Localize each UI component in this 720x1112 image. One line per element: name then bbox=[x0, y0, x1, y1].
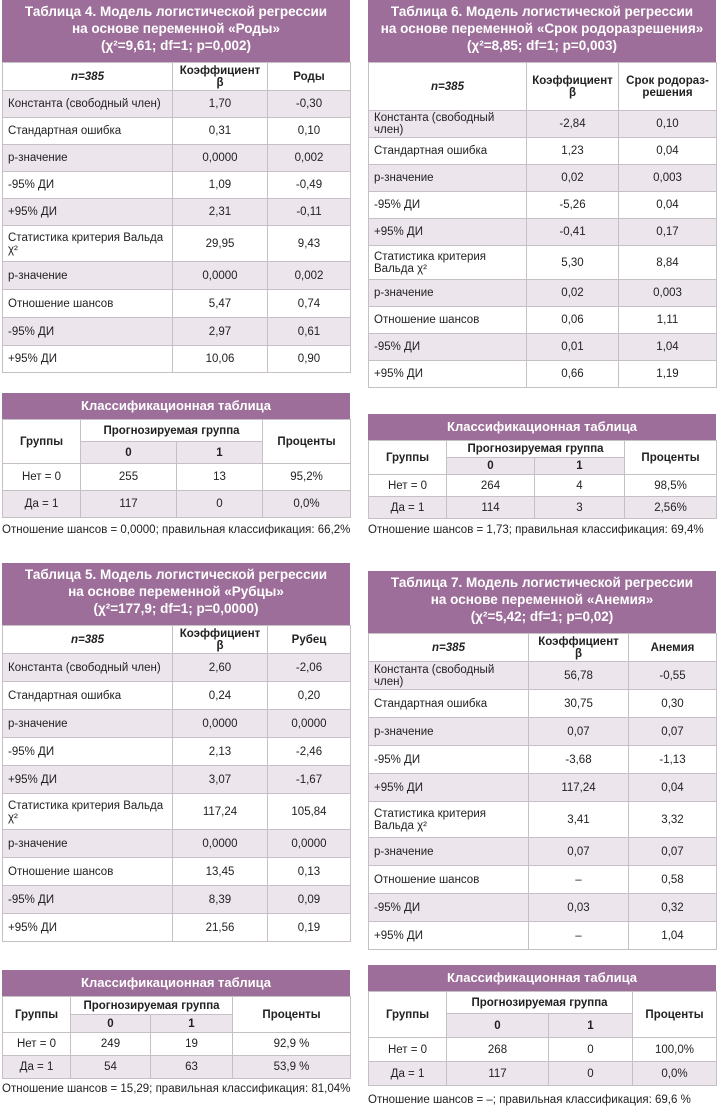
cell-coef: 0,06 bbox=[527, 307, 619, 334]
cell-percent: 0,0% bbox=[263, 491, 351, 518]
row-label: -95% ДИ bbox=[369, 334, 527, 361]
row-label: Отношение шансов bbox=[369, 866, 529, 894]
cell: 63 bbox=[151, 1056, 233, 1079]
classification-note: Отношение шансов = –; правильная классификация: 69,6 % bbox=[368, 1094, 691, 1106]
cell-var: 0,32 bbox=[629, 894, 717, 922]
row-label: Стандартная ошибка bbox=[3, 682, 173, 710]
cell: 117 bbox=[447, 1062, 549, 1086]
cell-var: 0,0000 bbox=[268, 830, 351, 858]
cell-coef: 0,07 bbox=[529, 838, 629, 866]
cell-var: 0,04 bbox=[629, 774, 717, 802]
title-line: на основе переменной «Роды» bbox=[72, 21, 280, 36]
cell-coef: 1,23 bbox=[527, 138, 619, 165]
cell-coef: 3,41 bbox=[529, 802, 629, 838]
cell-var: 8,84 bbox=[619, 246, 717, 280]
title-line: Таблица 7. Модель логистической регрессии bbox=[390, 575, 694, 590]
row-label: -95% ДИ bbox=[3, 172, 173, 199]
header-n: n=385 bbox=[3, 626, 173, 654]
header-1: 1 bbox=[549, 1014, 633, 1038]
classification-table bbox=[2, 996, 351, 1079]
cell-coef: -3,68 bbox=[529, 746, 629, 774]
cell-coef: 0,0000 bbox=[173, 710, 268, 738]
classification-title: Классификационная таблица bbox=[2, 393, 350, 419]
group-label: Да = 1 bbox=[3, 1056, 71, 1079]
cell: 255 bbox=[81, 464, 177, 491]
cell-coef: -5,26 bbox=[527, 192, 619, 219]
cell-coef: – bbox=[529, 866, 629, 894]
table-6-title bbox=[368, 0, 716, 62]
table-4-title bbox=[2, 0, 350, 62]
header-coef: Коэффициент β bbox=[529, 634, 629, 662]
table-5-title bbox=[2, 563, 350, 625]
cell: 117 bbox=[81, 491, 177, 518]
title-line: (χ²=9,61; df=1; p=0,002) bbox=[101, 38, 251, 53]
header-1: 1 bbox=[177, 442, 263, 464]
cell: 0 bbox=[549, 1062, 633, 1086]
cell-coef: 0,0000 bbox=[173, 145, 268, 172]
table-6-panel bbox=[368, 0, 716, 388]
title-line: (χ²=8,85; df=1; p=0,003) bbox=[467, 38, 617, 53]
row-label: Константа (свободный член) bbox=[369, 111, 527, 138]
group-label: Да = 1 bbox=[369, 497, 447, 519]
title-line: на основе переменной «Рубцы» bbox=[68, 584, 284, 599]
cell: 13 bbox=[177, 464, 263, 491]
cell-var: -1,13 bbox=[629, 746, 717, 774]
table-6-classification bbox=[368, 414, 716, 538]
cell-var: 0,003 bbox=[619, 165, 717, 192]
table-4-classification bbox=[2, 393, 350, 538]
row-label: Статистика критерия Вальда χ² bbox=[3, 226, 173, 262]
cell-var: 0,61 bbox=[268, 318, 351, 346]
cell-coef: 0,66 bbox=[527, 361, 619, 388]
cell-percent: 53,9 % bbox=[233, 1056, 351, 1079]
header-1: 1 bbox=[151, 1015, 233, 1033]
cell-coef: 13,45 bbox=[173, 858, 268, 886]
row-label: Стандартная ошибка bbox=[369, 138, 527, 165]
cell: 3 bbox=[535, 497, 625, 519]
cell-coef: 1,70 bbox=[173, 91, 268, 118]
cell: 0 bbox=[549, 1038, 633, 1062]
cell-coef: 0,01 bbox=[527, 334, 619, 361]
cell-var: 0,003 bbox=[619, 280, 717, 307]
row-label: -95% ДИ bbox=[3, 318, 173, 346]
cell: 54 bbox=[71, 1056, 151, 1079]
cell-coef: -0,41 bbox=[527, 219, 619, 246]
cell-var: 0,10 bbox=[619, 111, 717, 138]
header-n: n=385 bbox=[369, 63, 527, 111]
cell-var: 0,002 bbox=[268, 262, 351, 290]
regression-table bbox=[2, 625, 351, 942]
cell-coef: 56,78 bbox=[529, 662, 629, 690]
header-predicted: Прогнозируемая группа bbox=[81, 420, 263, 442]
cell-var: -2,06 bbox=[268, 654, 351, 682]
group-label: Нет = 0 bbox=[369, 1038, 447, 1062]
classification-title: Классификационная таблица bbox=[2, 970, 350, 996]
row-label: p-значение bbox=[369, 718, 529, 746]
header-0: 0 bbox=[81, 442, 177, 464]
cell-var: 0,74 bbox=[268, 290, 351, 318]
cell-var: 0,10 bbox=[268, 118, 351, 145]
cell-var: 0,0000 bbox=[268, 710, 351, 738]
row-label: p-значение bbox=[3, 830, 173, 858]
row-label: Стандартная ошибка bbox=[3, 118, 173, 145]
header-percent: Проценты bbox=[625, 441, 717, 475]
cell-var: 0,002 bbox=[268, 145, 351, 172]
row-label: p-значение bbox=[369, 165, 527, 192]
cell-var: 1,11 bbox=[619, 307, 717, 334]
row-label: p-значение bbox=[369, 838, 529, 866]
cell-coef: 3,07 bbox=[173, 766, 268, 794]
classification-table bbox=[368, 440, 717, 519]
header-predicted: Прогнозируемая группа bbox=[71, 997, 233, 1015]
cell-coef: 0,02 bbox=[527, 165, 619, 192]
row-label: Константа (свободный член) bbox=[3, 654, 173, 682]
row-label: +95% ДИ bbox=[3, 766, 173, 794]
cell-coef: 10,06 bbox=[173, 346, 268, 373]
row-label: p-значение bbox=[369, 280, 527, 307]
header-groups: Группы bbox=[3, 420, 81, 464]
header-percent: Проценты bbox=[633, 992, 717, 1038]
cell-coef: 5,47 bbox=[173, 290, 268, 318]
cell-coef: 1,09 bbox=[173, 172, 268, 199]
header-0: 0 bbox=[447, 1014, 549, 1038]
cell-coef: 0,24 bbox=[173, 682, 268, 710]
row-label: +95% ДИ bbox=[3, 199, 173, 226]
header-coef: Коэффициент β bbox=[527, 63, 619, 111]
cell-var: 1,04 bbox=[629, 922, 717, 950]
cell-coef: 8,39 bbox=[173, 886, 268, 914]
cell-percent: 92,9 % bbox=[233, 1033, 351, 1056]
cell-var: 0,90 bbox=[268, 346, 351, 373]
row-label: Статистика критерия Вальда χ² bbox=[369, 246, 527, 280]
regression-table bbox=[2, 62, 351, 373]
row-label: +95% ДИ bbox=[369, 922, 529, 950]
row-label: -95% ДИ bbox=[3, 886, 173, 914]
header-var: Роды bbox=[268, 63, 351, 91]
table-5-panel bbox=[2, 563, 350, 942]
classification-title: Классификационная таблица bbox=[368, 414, 716, 440]
row-label: +95% ДИ bbox=[369, 219, 527, 246]
cell-coef: 2,97 bbox=[173, 318, 268, 346]
cell-var: 0,07 bbox=[629, 838, 717, 866]
title-line: на основе переменной «Анемия» bbox=[430, 592, 654, 607]
header-var: Анемия bbox=[629, 634, 717, 662]
classification-note: Отношение шансов = 15,29; правильная классификация: 81,04% bbox=[2, 1083, 351, 1095]
cell: 264 bbox=[447, 475, 535, 497]
table-4-panel bbox=[2, 0, 350, 373]
group-label: Нет = 0 bbox=[369, 475, 447, 497]
table-5-classification bbox=[2, 970, 350, 1097]
row-label: +95% ДИ bbox=[369, 361, 527, 388]
header-coef: Коэффициент β bbox=[173, 63, 268, 91]
cell-var: -2,46 bbox=[268, 738, 351, 766]
row-label: p-значение bbox=[3, 145, 173, 172]
cell-var: 105,84 bbox=[268, 794, 351, 830]
classification-note: Отношение шансов = 1,73; правильная классификация: 69,4% bbox=[368, 524, 704, 536]
cell-var: 0,04 bbox=[619, 138, 717, 165]
group-label: Да = 1 bbox=[369, 1062, 447, 1086]
cell-coef: 117,24 bbox=[529, 774, 629, 802]
cell-var: 0,04 bbox=[619, 192, 717, 219]
cell-coef: 117,24 bbox=[173, 794, 268, 830]
row-label: Константа (свободный член) bbox=[369, 662, 529, 690]
cell-percent: 98,5% bbox=[625, 475, 717, 497]
row-label: Статистика критерия Вальда χ² bbox=[3, 794, 173, 830]
cell-var: 1,04 bbox=[619, 334, 717, 361]
cell-coef: 2,60 bbox=[173, 654, 268, 682]
classification-table bbox=[2, 419, 351, 518]
cell-var: -0,55 bbox=[629, 662, 717, 690]
regression-table bbox=[368, 62, 717, 388]
header-percent: Проценты bbox=[263, 420, 351, 464]
header-0: 0 bbox=[71, 1015, 151, 1033]
cell: 19 bbox=[151, 1033, 233, 1056]
cell-var: -0,11 bbox=[268, 199, 351, 226]
title-line: Таблица 5. Модель логистической регрессии bbox=[24, 567, 328, 582]
header-1: 1 bbox=[535, 458, 625, 475]
cell: 4 bbox=[535, 475, 625, 497]
cell-percent: 95,2% bbox=[263, 464, 351, 491]
table-7-classification bbox=[368, 965, 716, 1108]
cell-coef: 0,31 bbox=[173, 118, 268, 145]
cell-coef: 5,30 bbox=[527, 246, 619, 280]
header-groups: Группы bbox=[369, 992, 447, 1038]
group-label: Нет = 0 bbox=[3, 464, 81, 491]
cell-coef: 0,02 bbox=[527, 280, 619, 307]
cell-var: -0,49 bbox=[268, 172, 351, 199]
header-n: n=385 bbox=[369, 634, 529, 662]
title-line: (χ²=5,42; df=1; p=0,02) bbox=[470, 609, 614, 624]
header-n: n=385 bbox=[3, 63, 173, 91]
row-label: +95% ДИ bbox=[369, 774, 529, 802]
cell-var: 1,19 bbox=[619, 361, 717, 388]
header-predicted: Прогнозируемая группа bbox=[447, 992, 633, 1014]
cell-var: 9,43 bbox=[268, 226, 351, 262]
title-line: на основе переменной «Срок родоразрешения» bbox=[380, 21, 704, 36]
title-line: Таблица 6. Модель логистической регрессии bbox=[390, 4, 694, 19]
group-label: Да = 1 bbox=[3, 491, 81, 518]
classification-note: Отношение шансов = 0,0000; правильная классификация: 66,2% bbox=[2, 524, 351, 536]
cell-coef: 2,13 bbox=[173, 738, 268, 766]
regression-table bbox=[368, 633, 717, 950]
cell-coef: 0,0000 bbox=[173, 830, 268, 858]
cell-coef: -2,84 bbox=[527, 111, 619, 138]
row-label: -95% ДИ bbox=[369, 192, 527, 219]
row-label: +95% ДИ bbox=[3, 346, 173, 373]
cell-coef: 29,95 bbox=[173, 226, 268, 262]
header-groups: Группы bbox=[369, 441, 447, 475]
cell-var: 0,07 bbox=[629, 718, 717, 746]
cell-var: 0,19 bbox=[268, 914, 351, 942]
cell-var: 0,09 bbox=[268, 886, 351, 914]
row-label: Константа (свободный член) bbox=[3, 91, 173, 118]
cell-var: 0,58 bbox=[629, 866, 717, 894]
header-0: 0 bbox=[447, 458, 535, 475]
cell-var: 3,32 bbox=[629, 802, 717, 838]
cell-coef: 30,75 bbox=[529, 690, 629, 718]
cell: 268 bbox=[447, 1038, 549, 1062]
cell-coef: 0,0000 bbox=[173, 262, 268, 290]
table-7-title bbox=[368, 571, 716, 633]
cell-percent: 100,0% bbox=[633, 1038, 717, 1062]
row-label: +95% ДИ bbox=[3, 914, 173, 942]
row-label: -95% ДИ bbox=[369, 746, 529, 774]
table-7-panel bbox=[368, 571, 716, 950]
title-line: Таблица 4. Модель логистической регрессии bbox=[24, 4, 328, 19]
header-predicted: Прогнозируемая группа bbox=[447, 441, 625, 458]
cell-coef: 0,07 bbox=[529, 718, 629, 746]
cell-var: -0,30 bbox=[268, 91, 351, 118]
row-label: p-значение bbox=[3, 262, 173, 290]
cell-percent: 2,56% bbox=[625, 497, 717, 519]
header-var: Срок родораз-решения bbox=[619, 63, 717, 111]
header-var: Рубец bbox=[268, 626, 351, 654]
cell-var: 0,17 bbox=[619, 219, 717, 246]
row-label: Статистика критерия Вальда χ² bbox=[369, 802, 529, 838]
row-label: Отношение шансов bbox=[3, 290, 173, 318]
row-label: Отношение шансов bbox=[3, 858, 173, 886]
row-label: -95% ДИ bbox=[3, 738, 173, 766]
cell: 0 bbox=[177, 491, 263, 518]
classification-table bbox=[368, 991, 717, 1086]
cell-var: -1,67 bbox=[268, 766, 351, 794]
cell-coef: – bbox=[529, 922, 629, 950]
row-label: p-значение bbox=[3, 710, 173, 738]
cell-coef: 0,03 bbox=[529, 894, 629, 922]
cell: 249 bbox=[71, 1033, 151, 1056]
cell: 114 bbox=[447, 497, 535, 519]
cell-var: 0,20 bbox=[268, 682, 351, 710]
row-label: Стандартная ошибка bbox=[369, 690, 529, 718]
cell-coef: 21,56 bbox=[173, 914, 268, 942]
header-groups: Группы bbox=[3, 997, 71, 1033]
header-coef: Коэффициент β bbox=[173, 626, 268, 654]
classification-title: Классификационная таблица bbox=[368, 965, 716, 991]
cell-percent: 0,0% bbox=[633, 1062, 717, 1086]
cell-coef: 2,31 bbox=[173, 199, 268, 226]
group-label: Нет = 0 bbox=[3, 1033, 71, 1056]
header-percent: Проценты bbox=[233, 997, 351, 1033]
title-line: (χ²=177,9; df=1; p=0,0000) bbox=[93, 601, 259, 616]
cell-var: 0,30 bbox=[629, 690, 717, 718]
cell-var: 0,13 bbox=[268, 858, 351, 886]
row-label: -95% ДИ bbox=[369, 894, 529, 922]
row-label: Отношение шансов bbox=[369, 307, 527, 334]
